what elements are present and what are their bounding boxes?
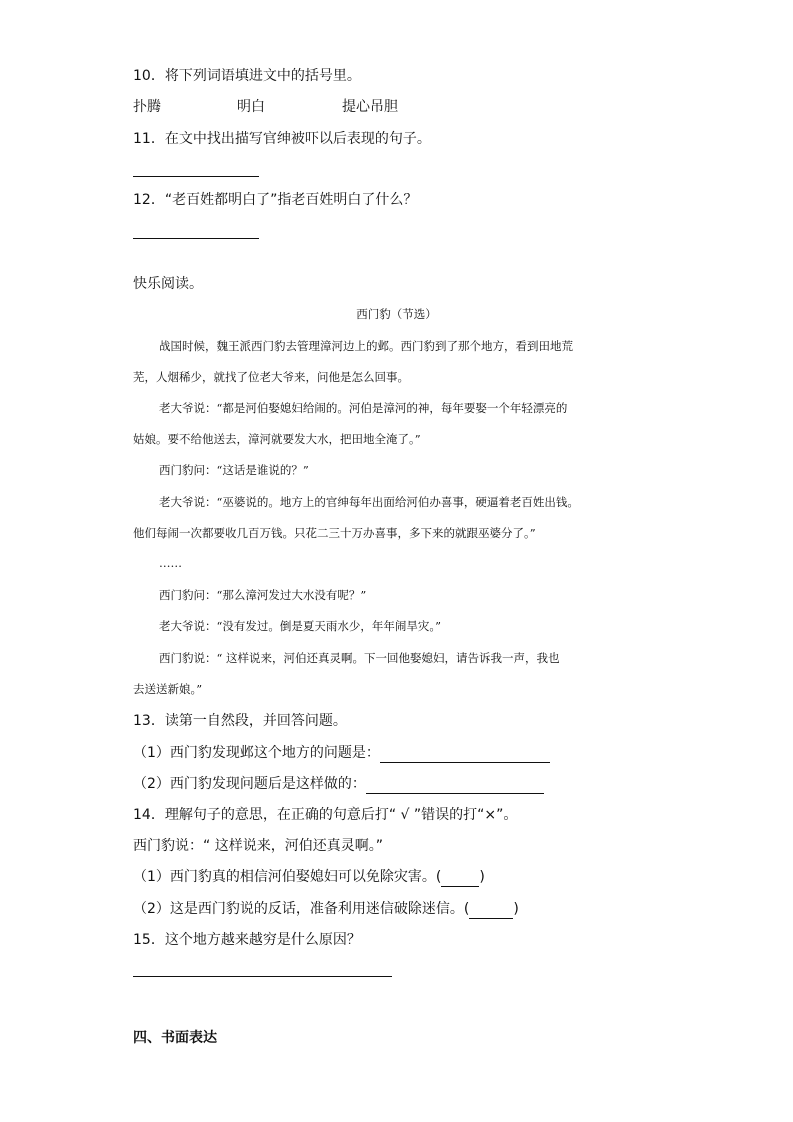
section-heading: 四、书面表达 [133, 1030, 217, 1046]
passage-line: 去送送新娘。” [133, 682, 203, 696]
sub-question-text: （2）西门豹发现问题后是这样做的： [133, 776, 366, 792]
passage-line: 芜，人烟稀少，就找了位老大爷来，问他是怎么回事。 [133, 370, 409, 384]
question-11: 11．在文中找出描写官绅被吓以后表现的句子。 [133, 131, 431, 147]
question-14: 14．理解句子的意思，在正确的句意后打“ √ ”错误的打“×”。 [133, 807, 518, 823]
question-15: 15．这个地方越来越穷是什么原因？ [133, 932, 361, 948]
passage-title: 西门豹（节选） [356, 307, 437, 321]
passage-line: 西门豹说：“ 这样说来，河伯还真灵啊。下一回他娶媳妇，请告诉我一声，我也 [159, 651, 560, 665]
word-3: 提心吊胆 [342, 99, 398, 115]
close-paren: ) [479, 869, 485, 885]
answer-blank[interactable] [380, 746, 550, 763]
passage-line: 老大爷说：“巫婆说的。地方上的官绅每年出面给河伯办喜事，硬逼着老百姓出钱。 [159, 495, 579, 509]
answer-line-11[interactable] [133, 176, 259, 177]
section-intro: 快乐阅读。 [133, 276, 203, 292]
question-14-quote: 西门豹说：“ 这样说来，河伯还真灵啊。” [133, 838, 383, 854]
passage-line: 老大爷说：“没有发过。倒是夏天雨水少，年年闹旱灾。” [159, 619, 442, 633]
passage-line: 姑娘。要不给他送去，漳河就要发大水，把田地全淹了。” [133, 432, 421, 446]
question-13: 13．读第一自然段，并回答问题。 [133, 713, 347, 729]
word-2: 明白 [237, 99, 265, 115]
question-13-sub-1 [133, 743, 550, 763]
question-12: 12．“老百姓都明白了”指老百姓明白了什么？ [133, 192, 418, 208]
passage-ellipsis: …… [159, 556, 182, 570]
question-14-sub-1 [133, 867, 485, 887]
question-13-sub-2 [133, 774, 544, 794]
word-1: 扑腾 [133, 99, 161, 115]
passage-line: 战国时候，魏王派西门豹去管理漳河边上的邺。西门豹到了那个地方，看到田地荒 [159, 339, 573, 353]
question-10: 10．将下列词语填进文中的括号里。 [133, 68, 361, 84]
answer-blank[interactable] [366, 777, 544, 794]
answer-blank[interactable] [469, 902, 513, 919]
close-paren: ) [513, 901, 519, 917]
sub-question-text: （1）西门豹真的相信河伯娶媳妇可以免除灾害。( [133, 869, 442, 885]
passage-line: 他们每闹一次都要收几百万钱。只花二三十万办喜事，多下来的就跟巫婆分了。” [133, 526, 536, 540]
sub-question-text: （1）西门豹发现邺这个地方的问题是： [133, 745, 380, 761]
question-14-sub-2 [133, 899, 519, 919]
sub-question-text: （2）这是西门豹说的反话，准备利用迷信破除迷信。( [133, 901, 470, 917]
passage-line: 老大爷说：“都是河伯娶媳妇给闹的。河伯是漳河的神，每年要娶一个年轻漂亮的 [159, 401, 568, 415]
passage-line: 西门豹问：“那么漳河发过大水没有呢？” [159, 588, 367, 602]
answer-blank[interactable] [441, 870, 479, 887]
passage-line: 西门豹问：“这话是谁说的？” [159, 463, 309, 477]
answer-line-12[interactable] [133, 238, 259, 239]
answer-line-15[interactable] [133, 976, 392, 977]
